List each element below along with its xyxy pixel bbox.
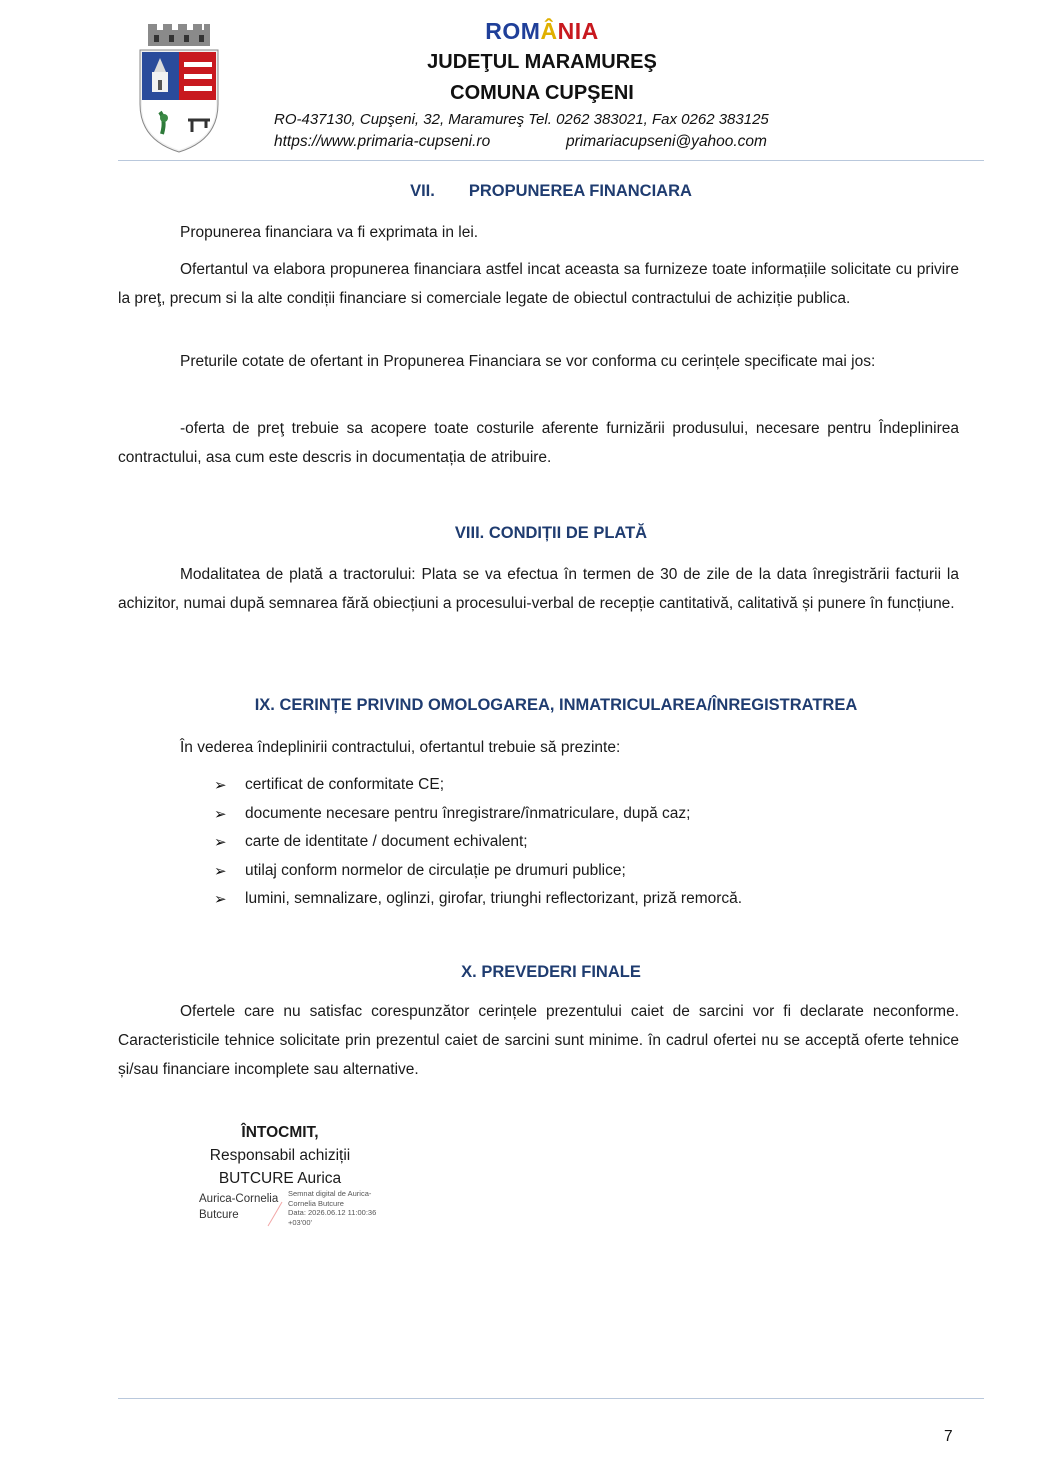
paragraph: Ofertantul va elabora propunerea financiara astfel incat aceasta sa furnizeze toate informațiile solicitate cu privire la preţ, precum si la alte condiții financiare si comerciale legate de obiectul contractului de achiziție publica.	[118, 261, 959, 307]
section-title-x: X. PREVEDERI FINALE	[461, 963, 641, 981]
signature-block	[200, 1121, 360, 1190]
paragraph: -oferta de preţ trebuie sa acopere toate costurile aferente furnizării produsului, necesare pentru Îndeplinirea contractului, asa cum este descris in documentația de atribuire.	[118, 420, 959, 466]
paragraph: Modalitatea de plată a tractorului: Plata se va efectua în termen de 30 de zile de la data înregistrării facturii la achizitor, numai după semnarea fără obiecțiuni a procesului-verbal de recepție cantitativă, calitativă și punere în funcțiune.	[118, 566, 959, 612]
website-link[interactable]: https://www.primaria-cupseni.ro	[274, 133, 491, 150]
signature-mark-icon	[262, 1198, 288, 1228]
section-title-vii: VII. PROPUNEREA FINANCIARA	[410, 182, 692, 200]
list-item: ➢ certificat de conformitate CE;	[214, 776, 444, 795]
county-name: JUDEŢUL MARAMUREŞ	[427, 51, 657, 73]
arrowhead-bullet-icon: ➢	[214, 805, 227, 823]
arrowhead-bullet-icon: ➢	[214, 834, 227, 852]
section-title-ix: IX. CERINȚE PRIVIND OMOLOGAREA, INMATRICULAREA/ÎNREGISTRATREA	[254, 696, 858, 714]
requirements-list	[214, 771, 742, 914]
paragraph: Ofertele care nu satisfac corespunzător cerințele prezentului caiet de sarcini vor fi declarate neconforme. Caracteristicile tehnice solicitate prin prezentul caiet de sarcini sunt minime. în cadrul ofertei nu se acceptă oferte tehnice și/sau financiare incomplete sau alternative.	[118, 1003, 959, 1078]
signature-role: Responsabil achiziții	[209, 1147, 351, 1164]
paragraph: În vederea îndeplinirii contractului, ofertantul trebuie să prezinte:	[180, 739, 621, 756]
arrowhead-bullet-icon: ➢	[214, 891, 227, 909]
country-name: ROMÂNIA	[485, 18, 599, 44]
signature-name: BUTCURE Aurica	[218, 1170, 342, 1187]
digital-signature-details: Semnat digital de Aurica- Cornelia Butcure Data: 2026.06.12 11:00:36 +03'00'	[288, 1189, 377, 1227]
section-title-viii: VIII. CONDIȚII DE PLATĂ	[454, 524, 648, 542]
digital-signature-name: Aurica-Cornelia Butcure	[199, 1193, 279, 1221]
commune-name: COMUNA CUPŞENI	[450, 82, 634, 104]
header-divider	[118, 160, 984, 161]
paragraph: Preturile cotate de ofertant in Propunerea Financiara se vor conforma cu cerințele specificate mai jos:	[180, 353, 876, 370]
email-link[interactable]: primariacupseni@yahoo.com	[566, 133, 767, 150]
arrowhead-bullet-icon: ➢	[214, 862, 227, 880]
list-item: ➢ lumini, semnalizare, oglinzi, girofar, triunghi reflectorizant, priză remorcă.	[214, 890, 743, 909]
arrowhead-bullet-icon: ➢	[214, 777, 227, 795]
paragraph: Propunerea financiara va fi exprimata in lei.	[180, 224, 479, 241]
footer-divider	[118, 1398, 984, 1399]
list-item: ➢ documente necesare pentru înregistrare/înmatriculare, după caz;	[214, 804, 691, 823]
page-number: 7	[944, 1428, 953, 1445]
list-item: ➢ utilaj conform normelor de circulație pe drumuri publice;	[214, 861, 626, 880]
list-item: ➢ carte de identitate / document echivalent;	[214, 833, 528, 852]
address-line: RO-437130, Cupşeni, 32, Maramureş Tel. 0262 383021, Fax 0262 383125	[274, 111, 769, 128]
coat-of-arms-icon	[136, 22, 222, 154]
signature-title: ÎNTOCMIT,	[241, 1124, 319, 1141]
